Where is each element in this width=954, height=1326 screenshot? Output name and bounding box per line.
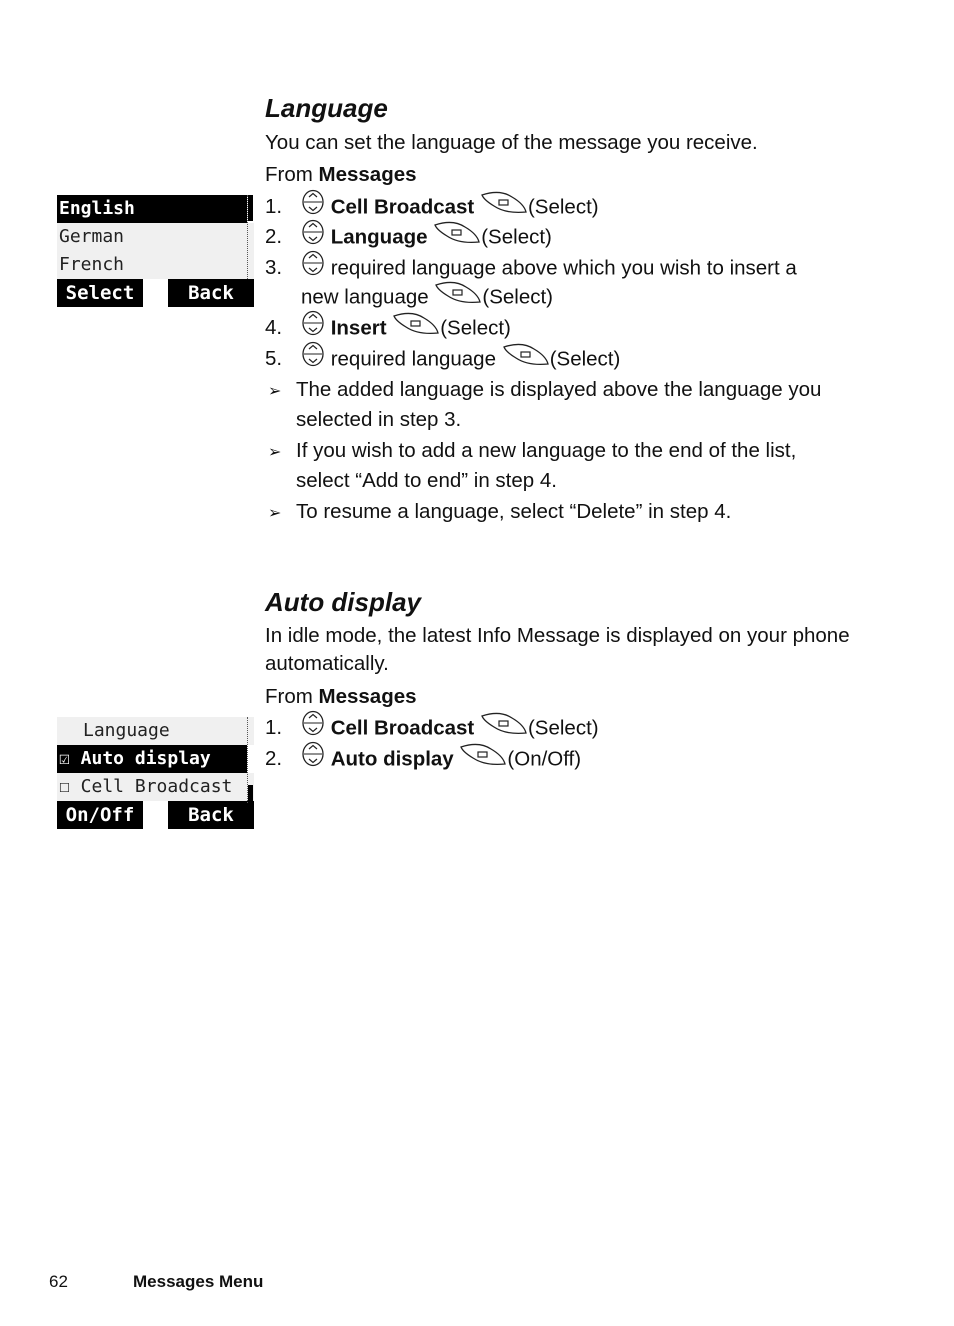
navigation-key-icon <box>301 710 325 744</box>
softkey-on-off: On/Off <box>57 801 143 829</box>
language-step-1: 1. Cell Broadcast (Select) <box>265 191 599 225</box>
auto-display-intro: In idle mode, the latest Info Message is displayed on your phone automatically. <box>265 624 850 675</box>
select-key-icon <box>480 190 528 222</box>
language-step-5: 5. required language (Select) <box>265 343 620 377</box>
navigation-key-icon <box>301 310 325 344</box>
note-1: ➢ The added language is displayed above the language you selected in step 3. <box>268 378 822 431</box>
select-key-icon <box>392 311 440 343</box>
language-intro: You can set the language of the message you receive. <box>265 131 758 154</box>
note-arrow-icon: ➢ <box>268 505 282 522</box>
note-arrow-icon: ➢ <box>268 383 282 400</box>
section-title-language: Language <box>265 93 388 123</box>
scrollbar-thumb <box>248 785 253 803</box>
list-item-german: German <box>57 223 254 251</box>
language-step-3-continued: new language (Select) <box>301 282 553 314</box>
section-title-auto-display: Auto display <box>265 587 422 617</box>
select-key-icon <box>502 342 550 374</box>
navigation-key-icon <box>301 189 325 223</box>
navigation-key-icon <box>301 741 325 775</box>
language-step-3: 3. required language above which you wish to insert a <box>265 252 797 286</box>
softkey-back: Back <box>168 279 254 307</box>
select-key-icon <box>433 220 481 252</box>
list-item-language: Language <box>57 717 254 745</box>
softkey-bar <box>57 279 254 307</box>
note-arrow-icon: ➢ <box>268 444 282 461</box>
select-key-icon <box>459 742 507 774</box>
scrollbar-thumb <box>248 195 253 221</box>
page-number: 62 <box>49 1272 68 1291</box>
phone-screen-language-list <box>57 195 254 307</box>
language-from: From Messages <box>265 163 417 186</box>
list-item-auto-display: ☑ Auto display <box>57 745 247 773</box>
softkey-bar <box>57 801 254 829</box>
language-step-4: 4. Insert (Select) <box>265 312 511 346</box>
auto-display-step-1: 1. Cell Broadcast (Select) <box>265 712 599 746</box>
navigation-key-icon <box>301 250 325 284</box>
language-step-2: 2. Language (Select) <box>265 221 552 255</box>
list-item-french: French <box>57 251 254 279</box>
select-key-icon <box>480 711 528 743</box>
list-item-cell-broadcast: ☐ Cell Broadcast <box>57 773 254 801</box>
auto-display-step-2: 2. Auto display (On/Off) <box>265 743 581 777</box>
list-item-english: English <box>57 195 247 223</box>
note-3: ➢ To resume a language, select “Delete” in step 4. <box>268 498 868 528</box>
select-key-icon <box>434 280 482 312</box>
footer-section-title: Messages Menu <box>133 1272 264 1291</box>
auto-display-from: From Messages <box>265 685 417 708</box>
note-2: ➢ If you wish to add a new language to the end of the list, select “Add to end” in step 4. <box>268 439 797 492</box>
softkey-select: Select <box>57 279 143 307</box>
softkey-back: Back <box>168 801 254 829</box>
navigation-key-icon <box>301 341 325 375</box>
phone-screen-cell-broadcast <box>57 717 254 829</box>
navigation-key-icon <box>301 219 325 253</box>
